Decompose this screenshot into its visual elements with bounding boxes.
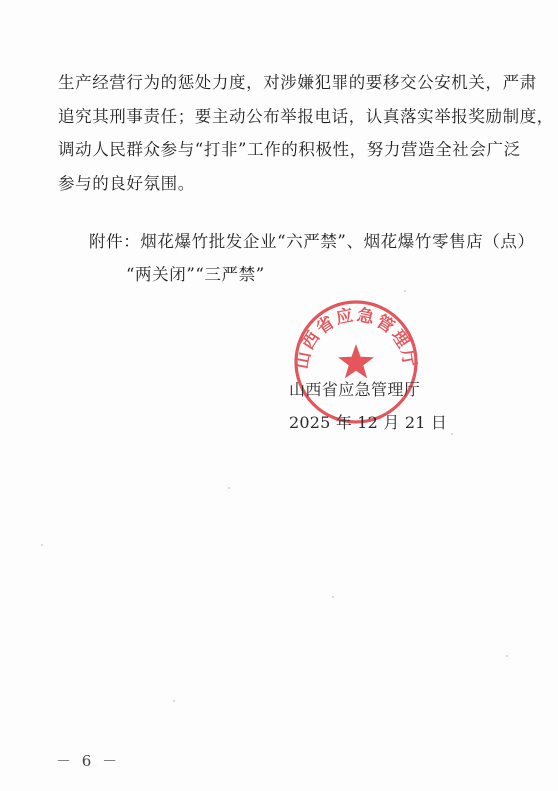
scan-speck [451, 433, 453, 435]
body-line-3: 调动人民群众参与“打非”工作的积极性，努力营造全社会广泛 [58, 140, 521, 159]
seal-text: 山西省应急管理厅 [292, 305, 420, 371]
scan-speck [228, 487, 230, 489]
issue-date: 2025 年 12 月 21 日 [289, 413, 448, 432]
scan-speck [332, 596, 334, 598]
scan-speck [404, 290, 406, 292]
scan-speck [506, 655, 508, 657]
attachment-line-2: “两关闭”“三严禁” [126, 265, 265, 284]
page-number: － 6 － [56, 752, 121, 770]
attachment-note [89, 225, 535, 291]
body-line-4: 参与的良好氛围。 [58, 173, 195, 193]
scan-speck [41, 544, 43, 546]
body-line-2: 追究其刑事责任；要主动公布举报电话，认真落实举报奖励制度， [58, 106, 554, 126]
issuer-name: 山西省应急管理厅 [289, 380, 421, 399]
signature-block [289, 373, 447, 439]
body-line-1: 生产经营行为的惩处力度，对涉嫌犯罪的要移交公安机关，严肃 [58, 73, 537, 92]
attachment-line-1: 附件：烟花爆竹批发企业“六严禁”、烟花爆竹零售店（点） [89, 232, 535, 251]
scan-speck [173, 700, 175, 702]
body-paragraph [58, 66, 554, 200]
